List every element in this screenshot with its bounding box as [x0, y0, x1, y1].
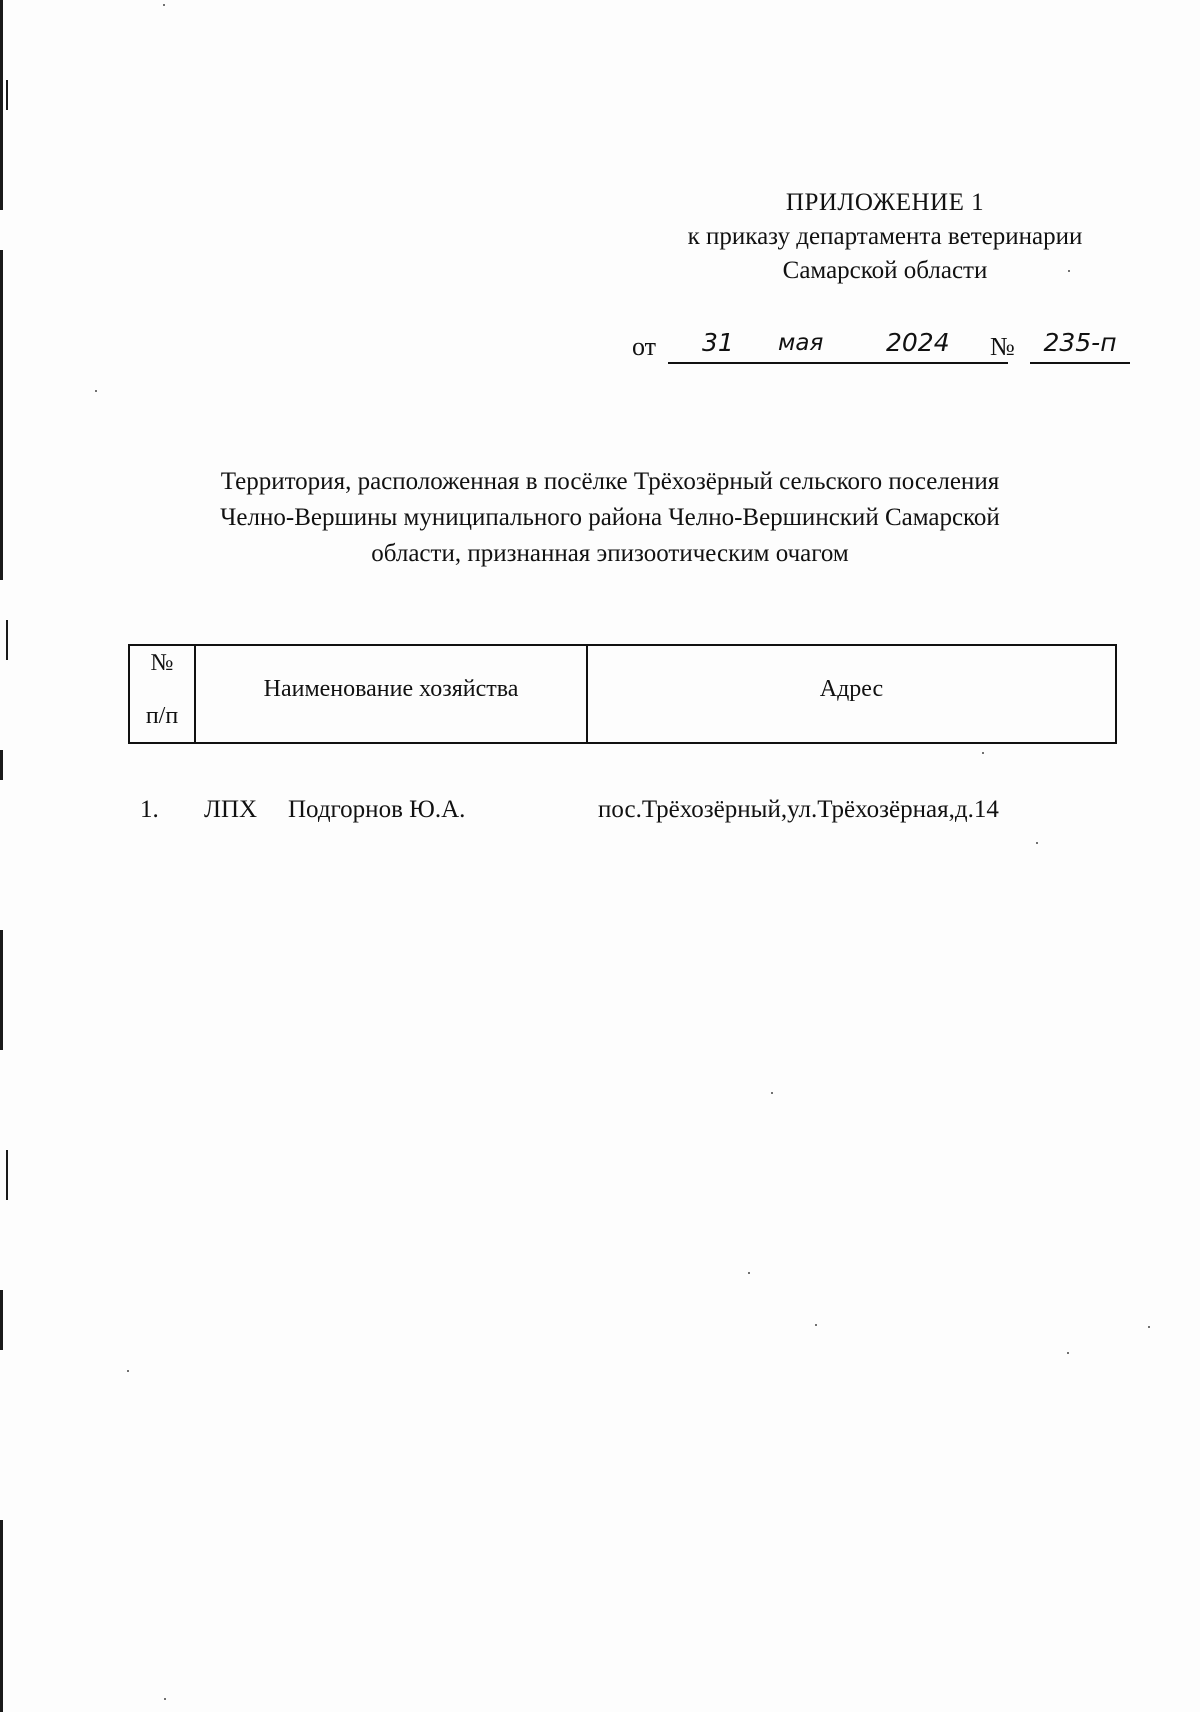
scan-edge-mark: [6, 1150, 8, 1200]
order-from-label: от: [632, 332, 657, 361]
order-date-year: 2024: [886, 328, 950, 357]
row-number: 1.: [140, 796, 159, 823]
header-cell-number: [130, 646, 196, 742]
scan-speck: [771, 1092, 773, 1094]
header-number-abbrev: п/п: [145, 703, 179, 729]
header-number-symbol: №: [150, 650, 174, 676]
table-header: [128, 644, 1117, 744]
heading-line: Челно-Вершины муниципального района Челно-Вершинский Самарской: [220, 504, 1000, 531]
scan-edge-mark: [6, 620, 8, 660]
order-date-month: мая: [778, 330, 824, 356]
appendix-header: [640, 186, 1130, 288]
appendix-title: ПРИЛОЖЕНИЕ 1: [785, 189, 985, 216]
appendix-subtitle: к приказу департамента ветеринарии: [687, 223, 1083, 250]
order-date-field: [668, 328, 1008, 364]
order-number: 235-п: [1030, 328, 1130, 364]
scan-edge-mark: [0, 930, 3, 1050]
scan-speck: [1036, 842, 1038, 844]
scan-speck: [163, 4, 165, 6]
scan-speck: [164, 1698, 166, 1700]
scan-speck: [815, 1324, 817, 1326]
scan-edge-mark: [0, 250, 3, 580]
scan-edge-mark: [6, 80, 8, 110]
header-cell-address: Адрес: [819, 675, 884, 702]
scan-edge-mark: [0, 1520, 3, 1712]
scan-edge-mark: [0, 750, 3, 780]
table-row: [128, 796, 1117, 836]
scan-speck: [1067, 1352, 1069, 1354]
scan-speck: [982, 752, 984, 754]
document-heading: [130, 464, 1090, 572]
heading-line: области, признанная эпизоотическим очагом: [371, 540, 849, 567]
row-owner: Подгорнов Ю.А.: [288, 796, 466, 823]
scan-speck: [748, 1272, 750, 1274]
header-cell-name: Наименование хозяйства: [196, 646, 588, 742]
heading-line: Территория, расположенная в посёлке Трёхозёрный сельского поселения: [220, 468, 1000, 495]
order-reference: [630, 328, 1130, 368]
row-farm-type: ЛПХ: [204, 796, 258, 823]
scan-edge-mark: [0, 1290, 3, 1350]
scan-edge-mark: [0, 0, 3, 210]
order-date-day: 31: [702, 328, 734, 357]
appendix-region: Самарской области: [782, 257, 988, 284]
scan-speck: [127, 1370, 129, 1372]
order-number-label: №: [990, 332, 1015, 361]
row-address: пос.Трёхозёрный,ул.Трёхозёрная,д.14: [598, 796, 999, 823]
scan-speck: [95, 390, 97, 392]
scan-speck: [1148, 1326, 1150, 1328]
